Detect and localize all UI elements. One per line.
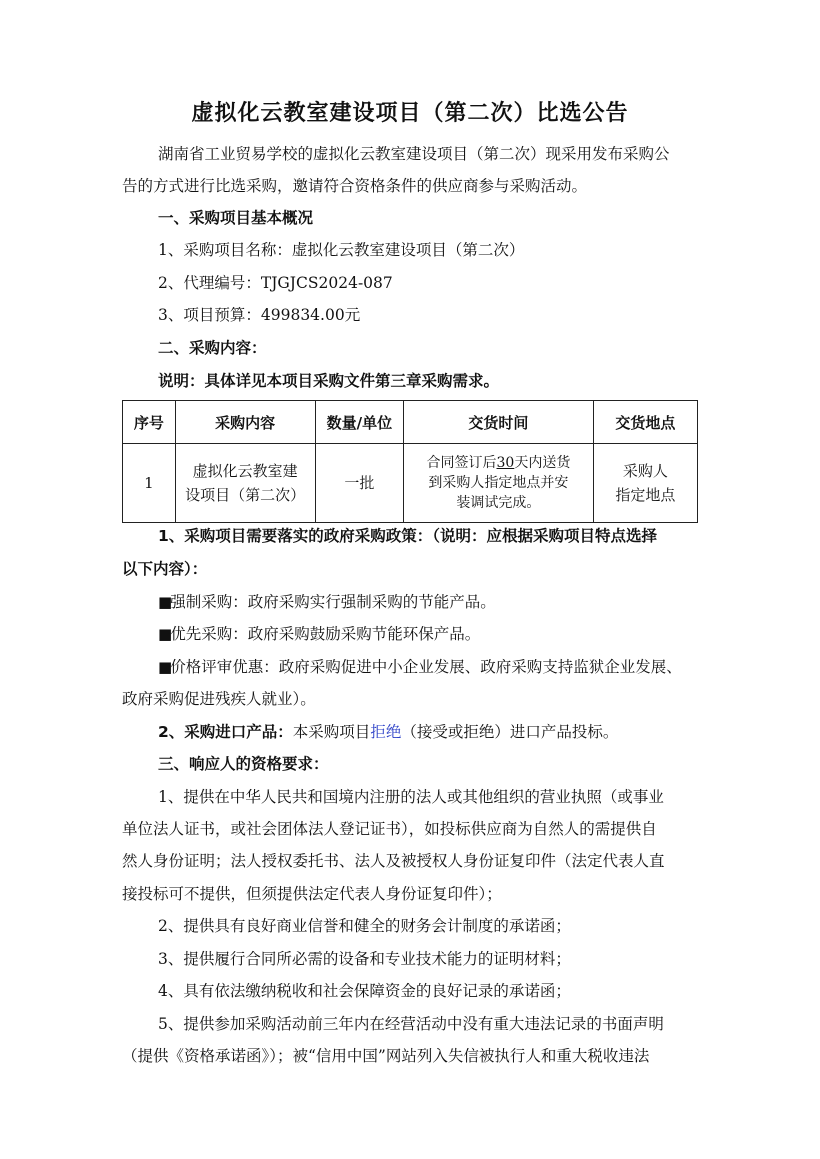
policy-item-1-text: 强制采购：政府采购实行强制采购的节能产品。 [170, 593, 496, 611]
req2: 2、提供具有良好商业信誉和健全的财务会计制度的承诺函； [158, 917, 571, 935]
req1-line-1: 1、提供在中华人民共和国境内注册的法人或其他组织的营业执照（或事业 [158, 788, 664, 806]
policy-item-3-text: 价格评审优惠：政府采购促进中小企业发展、政府采购支持监狱企业发展、 [170, 658, 682, 676]
policy-line-2: 以下内容）： [122, 560, 208, 578]
agency-code-row [158, 273, 702, 293]
page-title: 虚拟化云教室建设项目（第二次）比选公告 [191, 101, 629, 126]
req1-line-4: 接投标可不提供，但须提供法定代表人身份证复印件）； [122, 885, 502, 903]
import-label: 2、采购进口产品： [158, 723, 293, 741]
header-quantity: 数量/单位 [315, 401, 403, 444]
cell-delivery-place [593, 444, 697, 523]
header-delivery-time: 交货时间 [404, 401, 594, 444]
policy-item-2 [158, 624, 702, 644]
agency-code-label: 2、代理编号： [158, 274, 261, 292]
checked-box-icon: ■ [158, 593, 171, 611]
checked-box-icon: ■ [158, 658, 171, 676]
policy-line-1: 1、采购项目需要落实的政府采购政策：（说明：应根据采购项目特点选择 [158, 527, 658, 545]
section2-note: 说明：具体详见本项目采购文件第三章采购需求。 [158, 372, 500, 390]
intro-line-2: 告的方式进行比选采购，邀请符合资格条件的供应商参与采购活动。 [122, 177, 588, 195]
import-pre: 本采购项目 [292, 723, 371, 741]
budget-label: 3、项目预算： [158, 306, 261, 324]
req5-line-1: 5、提供参加采购活动前三年内在经营活动中没有重大违法记录的书面声明 [158, 1015, 664, 1033]
section2-heading: 二、采购内容： [158, 339, 267, 357]
project-name-value: 虚拟化云教室建设项目（第二次） [291, 241, 525, 259]
budget-row [158, 305, 702, 325]
policy-item-3 [158, 657, 702, 677]
table-header-row [123, 401, 698, 444]
req1-line-3: 然人身份证明；法人授权委托书、法人及被授权人身份证复印件（法定代表人直 [122, 852, 665, 870]
policy-item-3-cont: 政府采购促进残疾人就业）。 [122, 690, 316, 708]
section3-heading: 三、响应人的资格要求： [158, 755, 329, 773]
delivery-post: 天内送货 [514, 455, 571, 471]
cell-quantity: 一批 [315, 444, 403, 523]
req4: 4、具有依法缴纳税收和社会保障资金的良好记录的承诺函； [158, 982, 571, 1000]
header-index: 序号 [123, 401, 176, 444]
delivery-line-3: 装调试完成。 [456, 495, 541, 511]
procurement-table [122, 400, 698, 523]
intro-line-1: 湖南省工业贸易学校的虚拟化云教室建设项目（第二次）现采用发布采购公 [158, 145, 670, 163]
delivery-pre: 合同签订后 [426, 455, 497, 471]
budget-value: 499834.00元 [260, 306, 361, 324]
content-line-2: 设项目（第二次） [185, 486, 306, 504]
header-content: 采购内容 [175, 401, 315, 444]
req3: 3、提供履行合同所必需的设备和专业技术能力的证明材料； [158, 950, 571, 968]
import-post: （接受或拒绝）进口产品投标。 [401, 723, 619, 741]
agency-code-value: TJGJCS2024-087 [260, 274, 393, 292]
cell-content [175, 444, 315, 523]
req1-line-2: 单位法人证书，或社会团体法人登记证书），如投标供应商为自然人的需提供自 [122, 820, 657, 838]
place-line-1: 采购人 [622, 462, 668, 480]
cell-delivery-time [404, 444, 594, 523]
section1-heading: 一、采购项目基本概况 [158, 209, 314, 227]
checked-box-icon: ■ [158, 625, 171, 643]
place-line-2: 指定地点 [615, 486, 676, 504]
content-line-1: 虚拟化云教室建 [192, 462, 298, 480]
delivery-line-2: 到采购人指定地点并安 [428, 475, 569, 491]
cell-index: 1 [123, 444, 176, 523]
policy-item-1 [158, 592, 702, 612]
policy-item-2-text: 优先采购：政府采购鼓励采购节能环保产品。 [170, 625, 481, 643]
project-name-label: 1、采购项目名称： [158, 241, 292, 259]
import-row [158, 722, 702, 742]
project-name-row [158, 240, 702, 260]
delivery-days: 30 [496, 455, 515, 471]
delivery-line-1 [404, 453, 593, 473]
table-row [123, 444, 698, 523]
req5-line-2: （提供《资格承诺函》）；被“信用中国”网站列入失信被执行人和重大税收违法 [122, 1047, 650, 1065]
header-delivery-place: 交货地点 [593, 401, 697, 444]
import-choice: 拒绝 [370, 723, 402, 741]
